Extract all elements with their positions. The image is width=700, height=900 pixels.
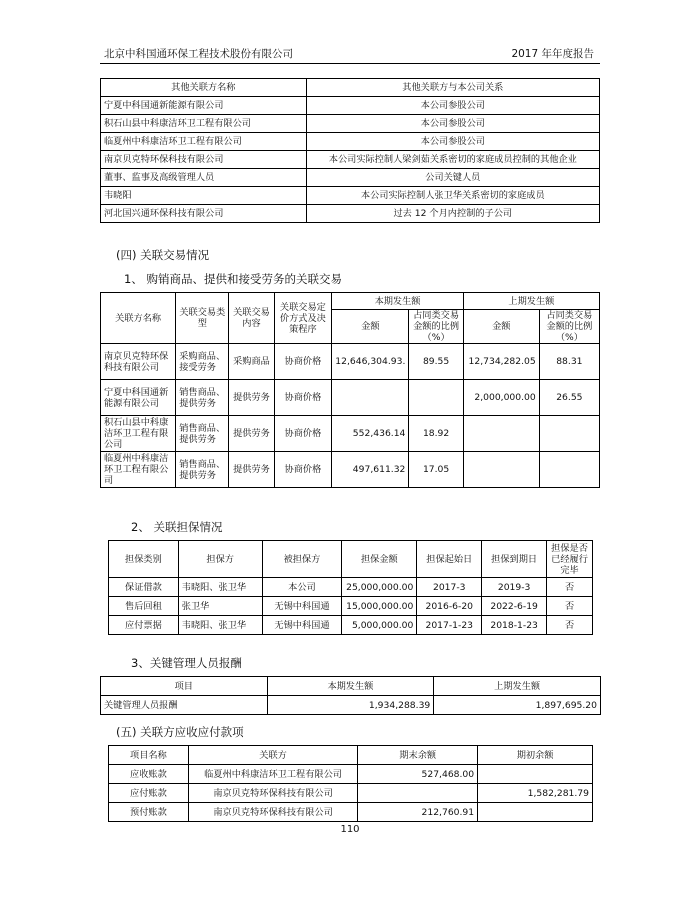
relationship: 本公司实际控制人张卫华关系密切的家庭成员: [306, 187, 599, 205]
column-header: 本期发生额: [332, 293, 464, 310]
table-row: [101, 344, 600, 380]
relationship: 本公司参股公司: [306, 133, 599, 151]
column-header: 上期发生额: [434, 677, 601, 696]
table-row: [101, 169, 600, 187]
other-related-parties-table: [100, 78, 600, 223]
section-heading-related-transactions: (四) 关联交易情况: [116, 248, 210, 262]
table-row: [101, 380, 600, 416]
related-party-name: 南京贝克特环保科技有限公司: [101, 151, 307, 169]
relationship: 过去 12 个月内控制的子公司: [306, 205, 599, 223]
column-header: 担保方: [178, 541, 262, 578]
table-row: [101, 416, 600, 452]
fulfilled-status: 否: [547, 616, 593, 635]
end-date: 2022-6-19: [482, 597, 547, 616]
current-ratio: [409, 380, 463, 416]
party-name: 积石山县中科康洁环卫工程有限公司: [101, 416, 176, 452]
guarantor: 韦晓阳、张卫华: [178, 616, 262, 635]
ending-balance: 527,468.00: [358, 765, 478, 784]
guarantor: 张卫华: [178, 597, 262, 616]
start-date: 2017-1-23: [417, 616, 482, 635]
table-row: [101, 97, 600, 115]
table-row: [109, 803, 593, 822]
fulfilled-status: 否: [547, 597, 593, 616]
pricing-method: 协商价格: [274, 416, 332, 452]
guarantee-category: 保证借款: [109, 578, 179, 597]
related-party: 临夏州中科康洁环卫工程有限公司: [188, 765, 358, 784]
prior-amount: [463, 416, 539, 452]
section-heading-receivables-payables: (五) 关联方应收应付款项: [116, 725, 244, 739]
fulfilled-status: 否: [547, 578, 593, 597]
current-amount: 1,934,288.39: [267, 696, 434, 715]
remuneration-table: [100, 676, 601, 715]
guarantee-amount: 15,000,000.00: [342, 597, 417, 616]
column-header: 占同类交易金额的比例（%）: [539, 310, 599, 344]
prior-amount: 2,000,000.00: [463, 380, 539, 416]
guarantee-category: 售后回租: [109, 597, 179, 616]
opening-balance: [478, 803, 593, 822]
prior-amount: 1,897,695.20: [434, 696, 601, 715]
item-name: 预付账款: [109, 803, 189, 822]
table-row: [101, 452, 600, 488]
transaction-type: 销售商品、提供劳务: [176, 416, 229, 452]
table-row: [101, 696, 601, 715]
guaranteed-party: 本公司: [262, 578, 342, 597]
related-transactions-table: [100, 292, 600, 488]
table-row: [109, 597, 593, 616]
column-header: 关联交易定价方式及决策程序: [274, 293, 332, 344]
column-header: 关联方: [188, 746, 358, 765]
prior-ratio: [539, 452, 599, 488]
guaranteed-party: 无锡中科国通: [262, 597, 342, 616]
current-amount: [332, 380, 409, 416]
column-header: 担保金额: [342, 541, 417, 578]
current-amount: 497,611.32: [332, 452, 409, 488]
ending-balance: [358, 784, 478, 803]
start-date: 2017-3: [417, 578, 482, 597]
related-party-name: 河北国兴通环保科技有限公司: [101, 205, 307, 223]
guarantee-category: 应付票据: [109, 616, 179, 635]
item-name: 应付账款: [109, 784, 189, 803]
related-party-name: 韦晓阳: [101, 187, 307, 205]
table-header-row: [101, 79, 600, 97]
transaction-content: 采购商品: [229, 344, 274, 380]
header-company: 北京中科国通环保工程技术股份有限公司: [104, 48, 293, 60]
relationship: 公司关键人员: [306, 169, 599, 187]
prior-ratio: [539, 416, 599, 452]
column-header: 上期发生额: [463, 293, 599, 310]
column-header: 期初余额: [478, 746, 593, 765]
table-row: [109, 578, 593, 597]
column-header: 担保类别: [109, 541, 179, 578]
relationship: 本公司参股公司: [306, 115, 599, 133]
table-header-row: [109, 541, 593, 578]
column-header: 被担保方: [262, 541, 342, 578]
end-date: 2018-1-23: [482, 616, 547, 635]
page-number: 110: [340, 824, 360, 835]
prior-amount: [463, 452, 539, 488]
table-row: [109, 616, 593, 635]
related-party: 南京贝克特环保科技有限公司: [188, 803, 358, 822]
table-row: [101, 187, 600, 205]
party-name: 临夏州中科康洁环卫工程有限公司: [101, 452, 176, 488]
guarantee-amount: 5,000,000.00: [342, 616, 417, 635]
transaction-type: 销售商品、提供劳务: [176, 452, 229, 488]
column-header: 担保是否已经履行完毕: [547, 541, 593, 578]
prior-ratio: 88.31: [539, 344, 599, 380]
transaction-content: 提供劳务: [229, 452, 274, 488]
column-header: 担保起始日: [417, 541, 482, 578]
subsection-heading-purchase-sales: 1、 购销商品、提供和接受劳务的关联交易: [124, 272, 342, 286]
column-header: 金额: [463, 310, 539, 344]
column-header: 本期发生额: [267, 677, 434, 696]
related-party: 南京贝克特环保科技有限公司: [188, 784, 358, 803]
party-name: 宁夏中科国通新能源有限公司: [101, 380, 176, 416]
column-header: 关联方名称: [101, 293, 176, 344]
current-amount: 12,646,304.93.: [332, 344, 409, 380]
table-row: [101, 133, 600, 151]
relationship: 本公司实际控制人梁剑茹关系密切的家庭成员控制的其他企业: [306, 151, 599, 169]
guarantee-amount: 25,000,000.00: [342, 578, 417, 597]
column-header: 项目名称: [109, 746, 189, 765]
prior-ratio: 26.55: [539, 380, 599, 416]
table-row: [109, 765, 593, 784]
party-name: 南京贝克特环保科技有限公司: [101, 344, 176, 380]
transaction-type: 销售商品、提供劳务: [176, 380, 229, 416]
column-header: 担保到期日: [482, 541, 547, 578]
table-header-row: [101, 293, 600, 310]
guarantee-table: [108, 540, 593, 635]
column-header: 其他关联方名称: [101, 79, 307, 97]
current-amount: 552,436.14: [332, 416, 409, 452]
table-row: [109, 784, 593, 803]
start-date: 2016-6-20: [417, 597, 482, 616]
item-name: 应收账款: [109, 765, 189, 784]
column-header: 期末余额: [358, 746, 478, 765]
column-header: 其他关联方与本公司关系: [306, 79, 599, 97]
related-party-name: 临夏州中科康洁环卫工程有限公司: [101, 133, 307, 151]
subsection-heading-guarantee: 2、 关联担保情况: [131, 520, 223, 534]
pricing-method: 协商价格: [274, 344, 332, 380]
item-name: 关键管理人员报酬: [101, 696, 268, 715]
subsection-heading-remuneration: 3、关键管理人员报酬: [131, 656, 242, 670]
pricing-method: 协商价格: [274, 380, 332, 416]
transaction-type: 采购商品、接受劳务: [176, 344, 229, 380]
table-row: [101, 205, 600, 223]
current-ratio: 89.55: [409, 344, 463, 380]
relationship: 本公司参股公司: [306, 97, 599, 115]
current-ratio: 17.05: [409, 452, 463, 488]
ending-balance: 212,760.91: [358, 803, 478, 822]
column-header: 金额: [332, 310, 409, 344]
end-date: 2019-3: [482, 578, 547, 597]
related-party-name: 积石山县中科康洁环卫工程有限公司: [101, 115, 307, 133]
current-ratio: 18.92: [409, 416, 463, 452]
table-header-row: [101, 677, 601, 696]
guaranteed-party: 无锡中科国通: [262, 616, 342, 635]
transaction-content: 提供劳务: [229, 416, 274, 452]
pricing-method: 协商价格: [274, 452, 332, 488]
column-header: 关联交易内容: [229, 293, 274, 344]
receivables-payables-table: [108, 745, 593, 822]
table-row: [101, 115, 600, 133]
column-header: 项目: [101, 677, 268, 696]
table-row: [101, 151, 600, 169]
related-party-name: 宁夏中科国通新能源有限公司: [101, 97, 307, 115]
opening-balance: [478, 765, 593, 784]
column-header: 占同类交易金额的比例（%）: [409, 310, 463, 344]
header-report-title: 2017 年年度报告: [511, 48, 594, 60]
opening-balance: 1,582,281.79: [478, 784, 593, 803]
column-header: 关联交易类型: [176, 293, 229, 344]
table-header-row: [109, 746, 593, 765]
transaction-content: 提供劳务: [229, 380, 274, 416]
prior-amount: 12,734,282.05: [463, 344, 539, 380]
guarantor: 韦晓阳、张卫华: [178, 578, 262, 597]
related-party-name: 董事、监事及高级管理人员: [101, 169, 307, 187]
header-divider: [100, 63, 600, 64]
